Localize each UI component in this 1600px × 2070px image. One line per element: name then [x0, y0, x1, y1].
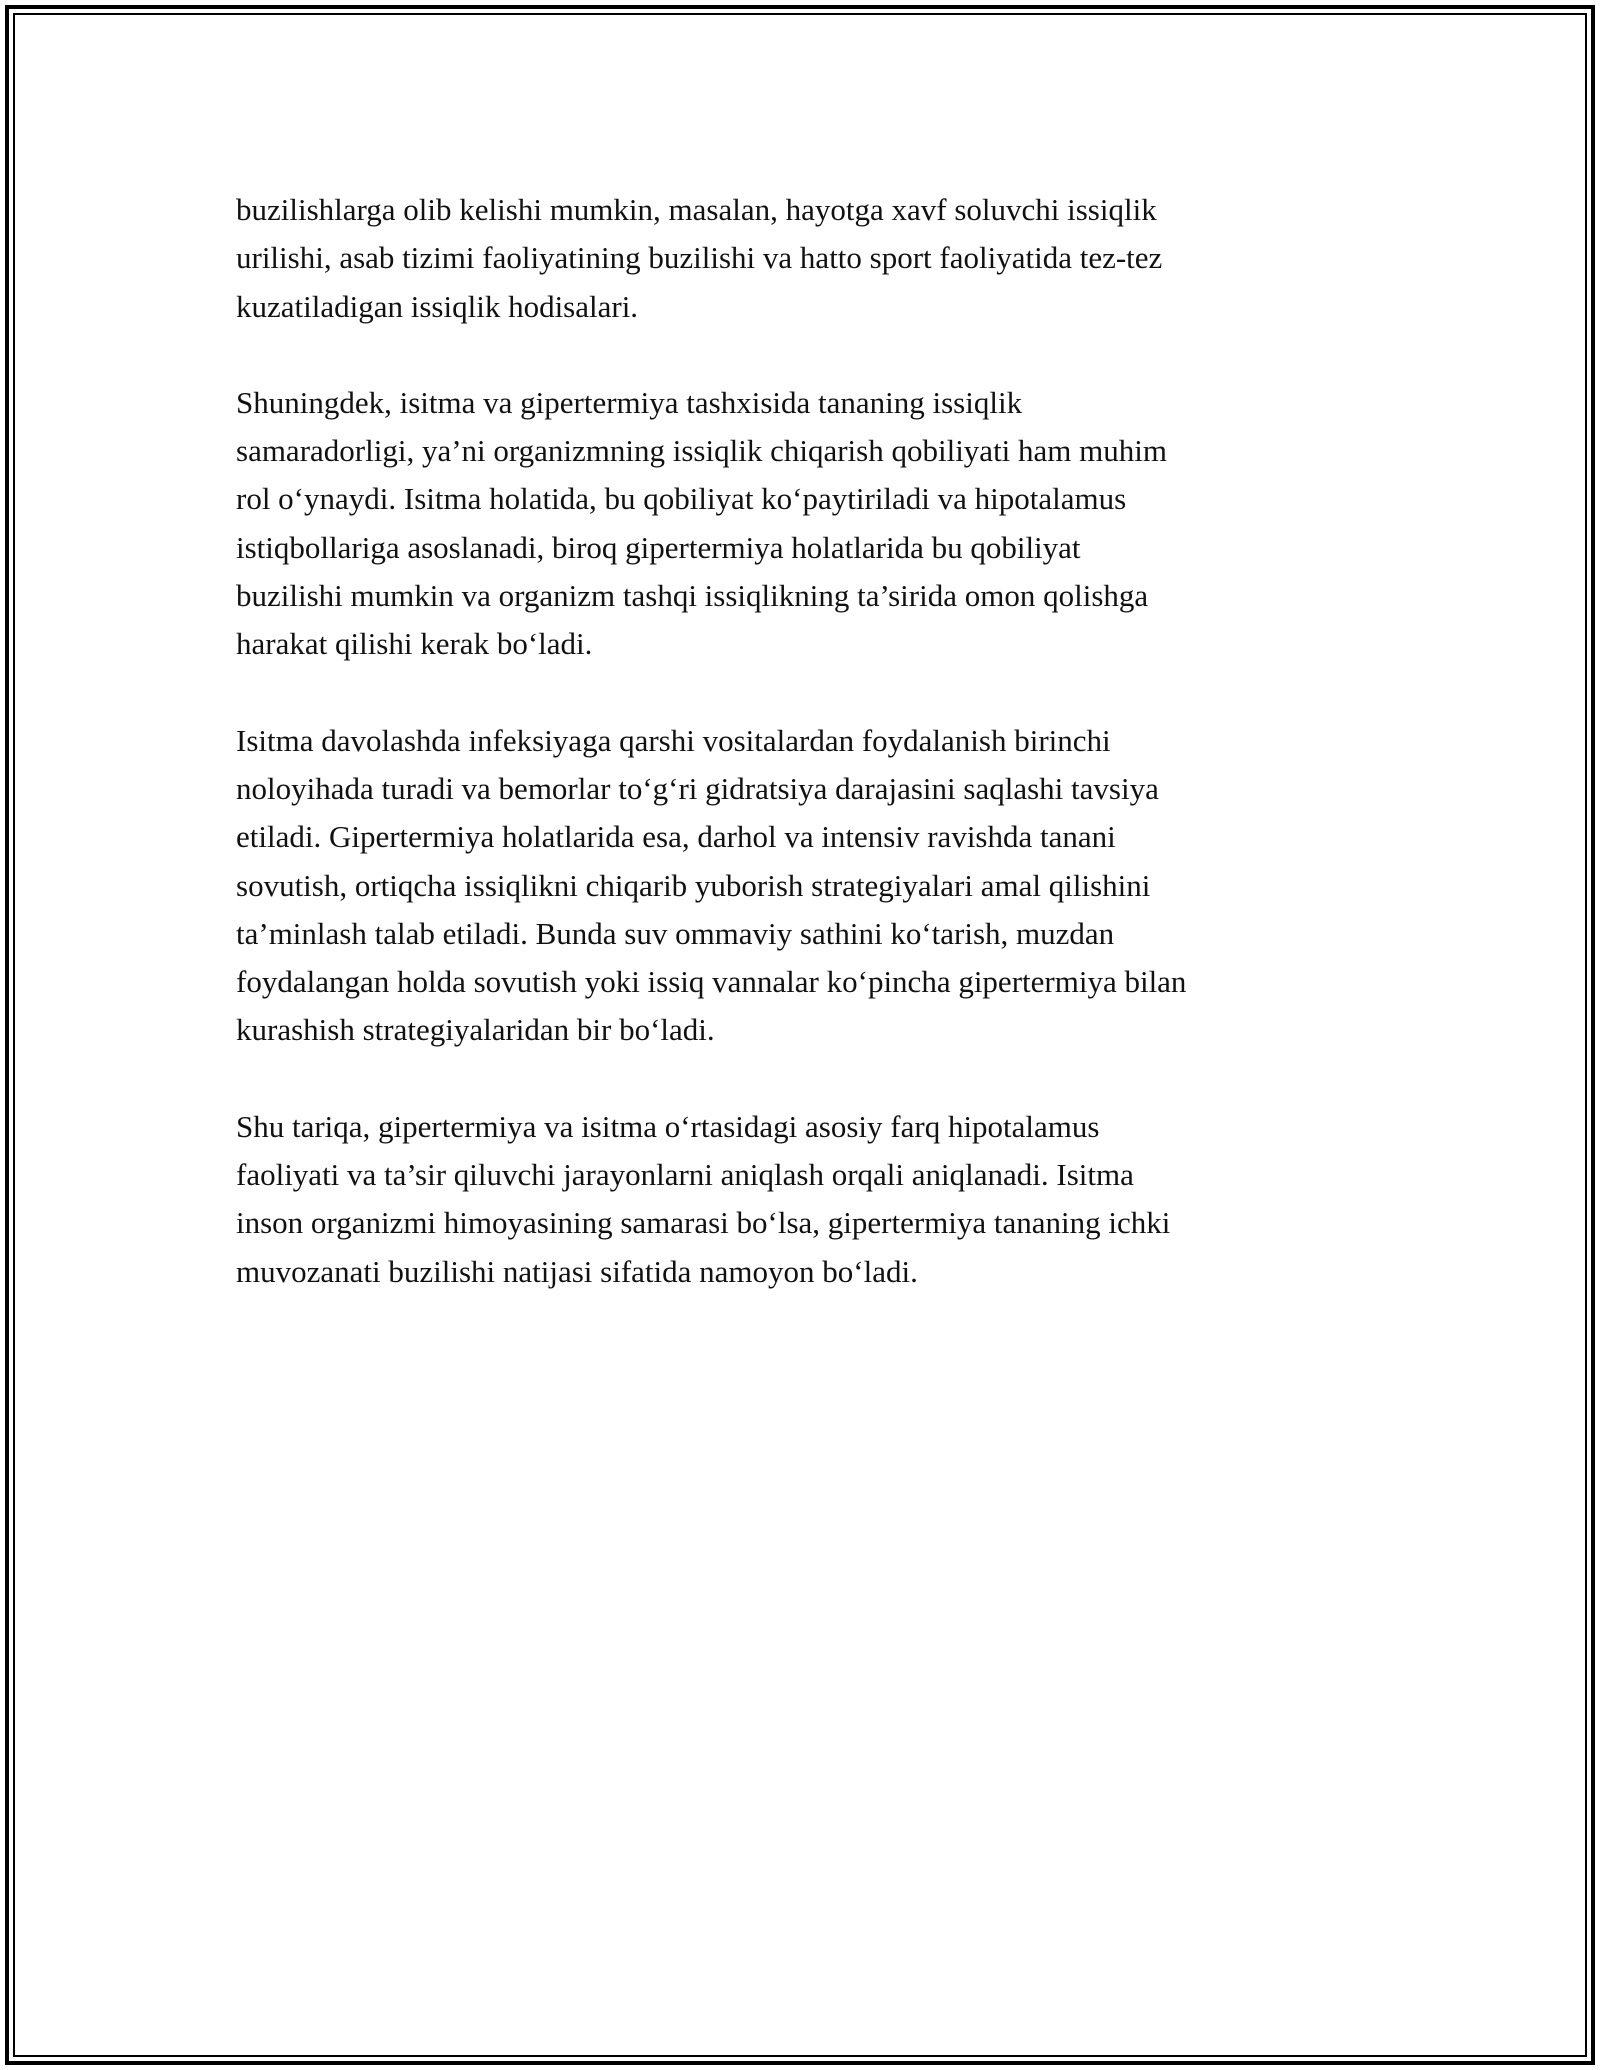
text-line: buzilishlarga olib kelishi mumkin, masalan, hayotga xavf soluvchi issiqlik: [236, 192, 1157, 227]
text-line: istiqbollariga asoslanadi, biroq gipertermiya holatlarida bu qobiliyat: [236, 529, 1081, 565]
paragraph-4: [236, 1103, 1376, 1296]
text-line: faoliyati va ta’sir qiluvchi jarayonlarni aniqlash orqali aniqlanadi. Isitma: [236, 1157, 1134, 1193]
text-line: ta’minlash talab etiladi. Bunda suv ommaviy sathini ko‘tarish, muzdan: [236, 915, 1115, 951]
text-line: kurashish strategiyalaridan bir bo‘ladi.: [236, 1012, 715, 1048]
paragraph-3: [236, 717, 1376, 1055]
document-body: [236, 186, 1376, 1344]
text-line: harakat qilishi kerak bo‘ladi.: [236, 626, 593, 662]
paragraph-2: [236, 379, 1376, 669]
text-line: inson organizmi himoyasining samarasi bo‘lsa, gipertermiya tananing ichki: [236, 1205, 1171, 1241]
text-line: Isitma davolashda infeksiyaga qarshi vositalardan foydalanish birinchi: [236, 722, 1111, 758]
text-line: noloyihada turadi va bemorlar to‘g‘ri gidratsiya darajasini saqlashi tavsiya: [236, 770, 1159, 806]
text-line: rol o‘ynaydi. Isitma holatida, bu qobiliyat ko‘paytiriladi va hipotalamus: [236, 481, 1127, 517]
text-line: foydalangan holda sovutish yoki issiq vannalar ko‘pincha gipertermiya bilan: [236, 964, 1187, 1000]
text-line: kuzatiladigan issiqlik hodisalari.: [236, 288, 639, 324]
text-line: samaradorligi, ya’ni organizmning issiqlik chiqarish qobiliyati ham muhim: [236, 433, 1167, 469]
paragraph-1: [236, 186, 1376, 331]
text-line: Shuningdek, isitma va gipertermiya tashxisida tananing issiqlik: [236, 384, 1023, 420]
text-line: etiladi. Gipertermiya holatlarida esa, darhol va intensiv ravishda tanani: [236, 819, 1116, 855]
text-line: muvozanati buzilishi natijasi sifatida namoyon bo‘ladi.: [236, 1253, 918, 1289]
text-line: urilishi, asab tizimi faoliyatining buzilishi va hatto sport faoliyatida tez-tez: [236, 240, 1163, 276]
text-line: buzilishi mumkin va organizm tashqi issiqlikning ta’sirida omon qolishga: [236, 578, 1149, 614]
text-line: sovutish, ortiqcha issiqlikni chiqarib yuborish strategiyalari amal qilishini: [236, 867, 1151, 903]
text-line: Shu tariqa, gipertermiya va isitma o‘rtasidagi asosiy farq hipotalamus: [236, 1108, 1100, 1144]
